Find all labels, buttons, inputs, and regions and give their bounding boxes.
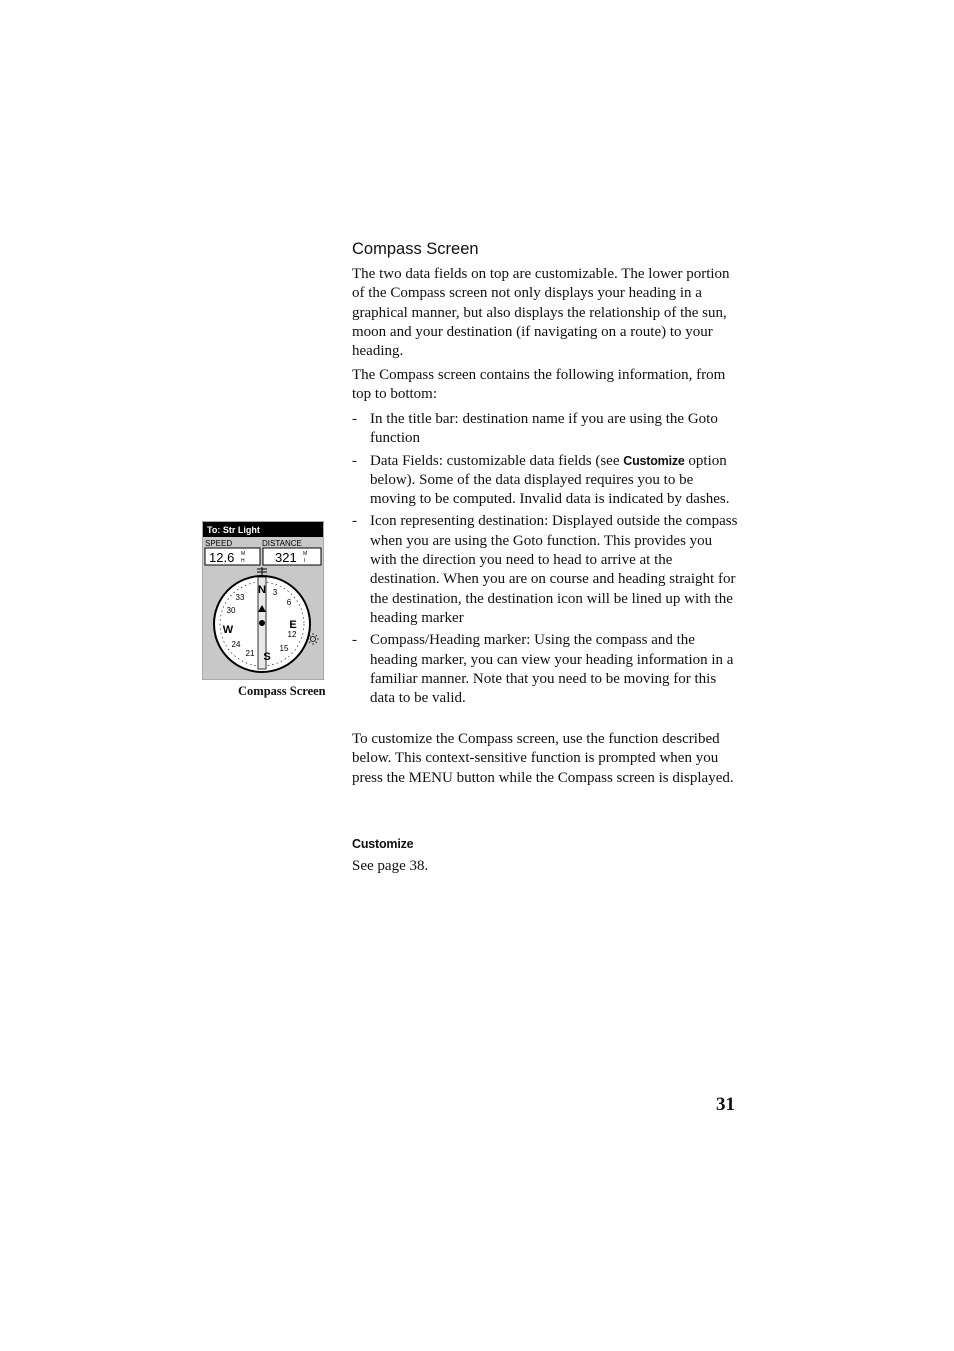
south-label: S: [263, 651, 271, 663]
list-item: - In the title bar: destination name if you are using the Goto function: [352, 411, 718, 447]
page-number: 31: [716, 1094, 735, 1115]
list-item: - Compass/Heading marker: Using the compass and the heading marker, you can view your heading information in a familiar manner. Note that you need to be moving for this data to be valid.: [352, 632, 734, 707]
field2-value: 321: [275, 550, 297, 565]
svg-text:15: 15: [279, 644, 289, 653]
svg-text:6: 6: [286, 598, 292, 607]
field1-value: 12.6: [209, 550, 235, 565]
customize-intro-paragraph: To customize the Compass screen, use the function described below. This context-sensitive function is prompted when you press the MENU button while the Compass screen is displayed.: [352, 731, 734, 786]
svg-text:M: M: [303, 551, 308, 557]
svg-text:30: 30: [226, 606, 236, 615]
svg-text:H: H: [241, 558, 245, 564]
contents-intro-paragraph: The Compass screen contains the following information, from top to bottom:: [352, 367, 726, 403]
svg-text:12: 12: [287, 630, 297, 639]
svg-text:21: 21: [245, 649, 255, 658]
north-label: N: [258, 584, 266, 596]
customize-text: See page 38.: [352, 858, 429, 874]
svg-text:I: I: [304, 558, 306, 564]
east-label: E: [289, 619, 297, 631]
info-list: [352, 410, 738, 711]
west-label: W: [222, 624, 234, 636]
title-bar-text: To: Str Light: [207, 525, 260, 535]
figure-caption: Compass Screen: [238, 684, 326, 698]
field1-label: SPEED: [205, 539, 233, 548]
list-item: - Data Fields: customizable data fields (see Customize option below). Some of the data displayed requires you to be moving to be computed. Invalid data is indicated by dashes.: [352, 452, 730, 508]
section-title: Compass Screen: [352, 240, 479, 258]
svg-text:3: 3: [272, 588, 278, 597]
list-item: - Icon representing destination: Displayed outside the compass when you are using the Goto function. This provides you with the direction you need to head to arrive at the destination. When you are on course and heading straight for the destination, the destination icon will be lined up with the heading marker: [352, 513, 738, 626]
customize-keyword: Customize: [623, 453, 685, 468]
compass-screen-image: [202, 521, 324, 680]
svg-text:24: 24: [231, 640, 241, 649]
field2-label: DISTANCE: [262, 539, 302, 548]
compass-screen-figure: [202, 521, 324, 680]
svg-text:M: M: [241, 551, 246, 557]
intro-paragraph: The two data fields on top are customizable. The lower portion of the Compass screen not only displays your heading in a graphical manner, but also displays the relationship of the sun, moon and your destination (if navigating on a route) to your heading.: [352, 266, 730, 360]
svg-text:33: 33: [235, 593, 245, 602]
customize-heading: Customize: [352, 837, 414, 851]
